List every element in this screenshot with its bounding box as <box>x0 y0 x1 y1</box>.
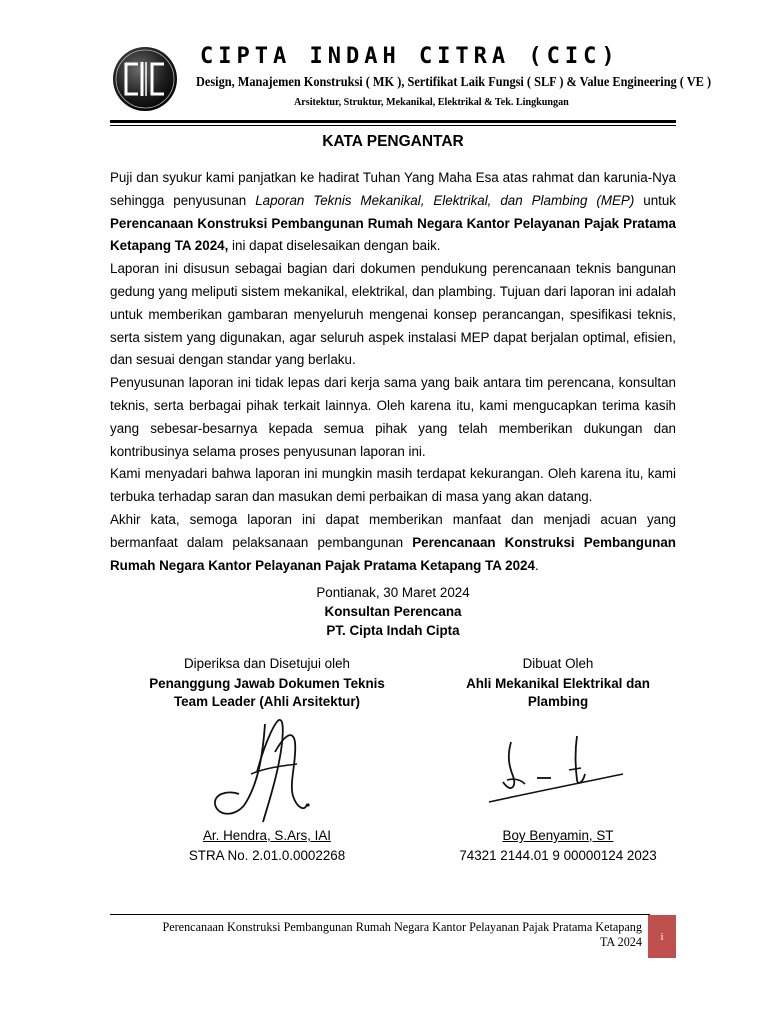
letterhead <box>110 40 712 126</box>
signature-left <box>205 712 320 827</box>
project-name: Perencanaan Konstruksi Pembangunan Rumah Negara Kantor Pelayanan Pajak Pratama Ketapang TA 2024, <box>110 215 676 254</box>
signature-right <box>485 732 630 812</box>
signatory-role: Ahli Mekanikal Elektrikal dan Plambing <box>466 676 650 709</box>
page-footer: Perencanaan Konstruksi Pembangunan Rumah Negara Kantor Pelayanan Pajak Pratama Ketapang TA 2024 <box>162 920 642 949</box>
place-date: Pontianak, 30 Maret 2024 <box>316 585 470 600</box>
page-number: i <box>648 915 676 958</box>
signatory-registration: STRA No. 2.01.0.0002268 <box>188 848 346 863</box>
consultant-company: PT. Cipta Indah Cipta <box>326 623 460 638</box>
paragraph-2: Laporan ini disusun sebagai bagian dari dokumen pendukung perencanaan teknis bangunan gedung yang meliputi sistem mekanikal, elektrikal, dan plambing. Tujuan dari laporan ini adalah untuk memberikan gambaran menyeluruh mengenai konsep perancangan, spesifikasi teknis, serta sistem yang digunakan, agar seluruh aspek instalasi MEP dapat berjalan optimal, efisien, dan sesuai dengan standar yang berlaku. <box>110 261 676 368</box>
report-title-italic: Laporan Teknis Mekanikal, Elektrikal, dan Plambing (MEP) <box>255 192 635 208</box>
paragraph-3: Penyusunan laporan ini tidak lepas dari kerja sama yang baik antara tim perencana, konsultan teknis, serta berbagai pihak terkait lainnya. Oleh karena itu, kami mengucapkan terima kasih yang sebesar-besarnya kepada semua pihak yang telah memberikan dukungan dan kontribusinya selama proses penyusunan laporan ini. <box>110 375 676 459</box>
paragraph-5: Akhir kata, semoga laporan ini dapat memberikan manfaat dan menjadi acuan yang bermanfaat dalam pelaksanaan pembangunan Perencanaan Konstruksi Pembangunan Rumah Negara Kantor Pelayanan Pajak Pratama Ketapang TA 2024. <box>110 511 676 573</box>
signatory-role: Penanggung Jawab Dokumen Teknis Team Leader (Ahli Arsitektur) <box>149 676 385 709</box>
document-body <box>110 167 676 577</box>
paragraph-1: Puji dan syukur kami panjatkan ke hadirat Tuhan Yang Maha Esa atas rahmat dan karunia-Nya sehingga penyusunan Laporan Teknis Mekanikal, Elektrikal, dan Plambing (MEP) untuk Perencanaan Konstruksi Pembangunan Rumah Negara Kantor Pelayanan Pajak Pratama Ketapang TA 2024, ini dapat diselesaikan dengan baik. <box>110 170 677 254</box>
consultant-role: Konsultan Perencana <box>324 604 462 619</box>
company-name: CIPTA INDAH CITRA (CIC) <box>200 44 620 69</box>
signatory-name: Ar. Hendra, S.Ars, IAI <box>202 828 331 843</box>
signatory-left <box>130 656 404 711</box>
page-title: KATA PENGANTAR <box>322 133 464 150</box>
footer-rule <box>110 914 650 915</box>
signatory-caption: Diperiksa dan Disetujui oleh <box>184 656 350 671</box>
paragraph-4: Kami menyadari bahwa laporan ini mungkin masih terdapat kekurangan. Oleh karena itu, kami terbuka terhadap saran dan masukan demi perbaikan di masa yang akan datang. <box>110 466 676 505</box>
closing-block <box>110 583 676 640</box>
signatory-name: Boy Benyamin, ST <box>502 828 614 843</box>
cic-logo-icon <box>112 46 178 112</box>
header-rule-thin <box>110 125 676 126</box>
project-name: Perencanaan Konstruksi Pembangunan Rumah Negara Kantor Pelayanan Pajak Pratama Ketapang TA 2024 <box>110 534 676 573</box>
signatory-registration: 74321 2144.01 9 00000124 2023 <box>459 848 657 863</box>
signatory-right <box>420 656 696 711</box>
header-rule-thick <box>110 120 676 123</box>
company-disciplines: Arsitektur, Struktur, Mekanikal, Elektrikal & Tek. Lingkungan <box>294 96 569 108</box>
company-services: Design, Manajemen Konstruksi ( MK ), Sertifikat Laik Fungsi ( SLF ) & Value Engineering ( VE ) <box>196 74 712 89</box>
signatory-caption: Dibuat Oleh <box>522 656 594 671</box>
